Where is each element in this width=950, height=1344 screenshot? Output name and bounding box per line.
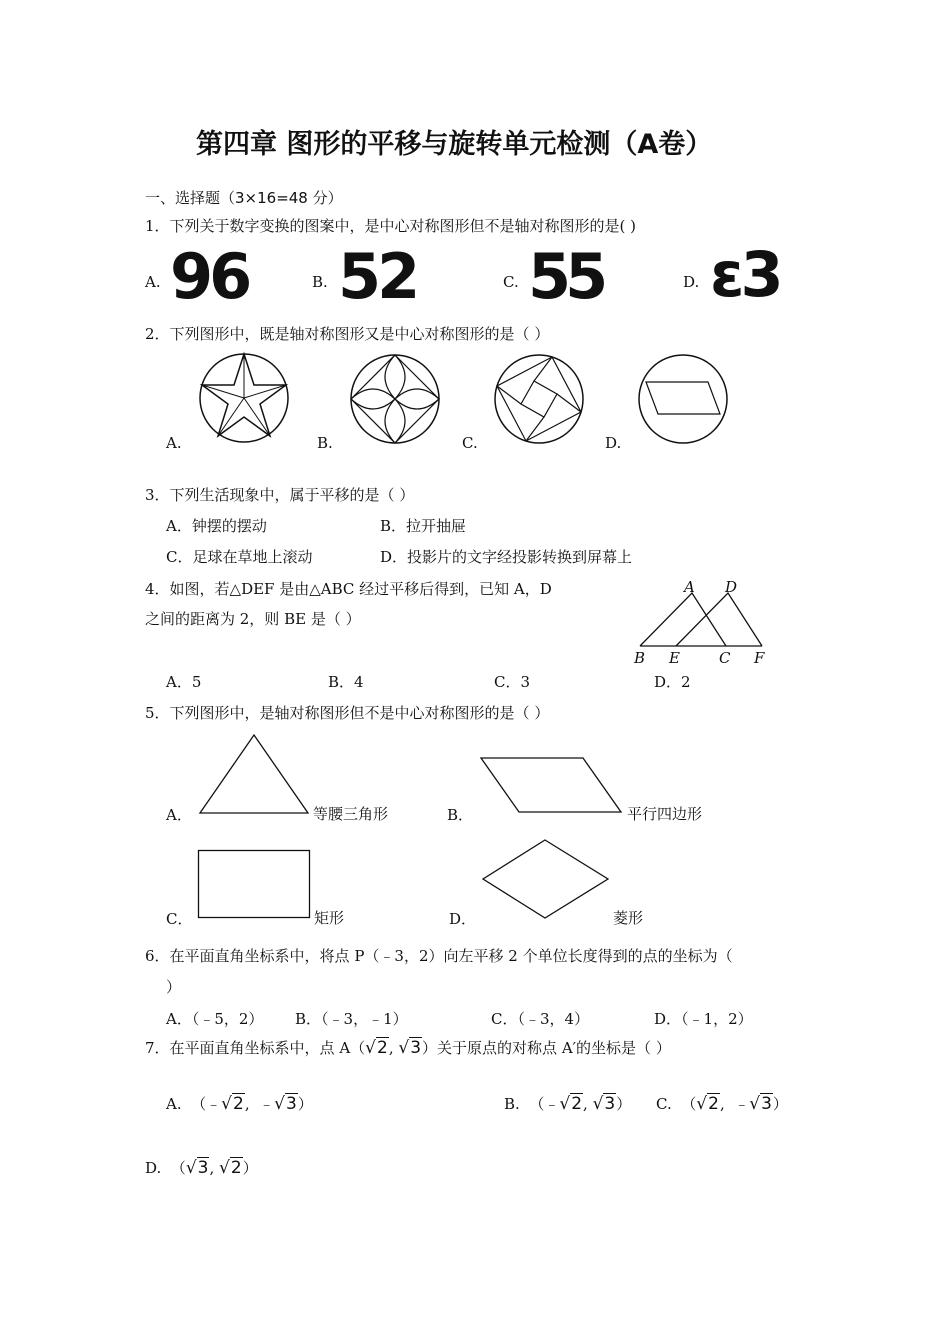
question-5-stem: 5．下列图形中，是轴对称图形但不是中心对称图形的是（ ）: [145, 704, 550, 722]
q1-glyph-d: ε3: [710, 238, 780, 311]
q1-label-d: D.: [683, 273, 700, 291]
q4-option-b: B．4: [328, 673, 364, 691]
q5-name-a: 等腰三角形: [313, 805, 389, 823]
question-2-stem: 2．下列图形中，既是轴对称图形又是中心对称图形的是（ ）: [145, 325, 550, 343]
q5-figure-parallelogram: [479, 756, 624, 814]
q5-figure-rectangle: [197, 849, 312, 920]
q5-name-c: 矩形: [314, 909, 345, 927]
q6-option-a: A．（﹣5，2）: [166, 1010, 264, 1028]
q1-glyph-c: 55: [528, 240, 603, 313]
q4-label-b: B: [634, 649, 646, 667]
q2-figure-c-squares-in-circle: [494, 354, 584, 444]
q3-option-a: A．钟摆的摆动: [166, 517, 267, 535]
q2-label-c: C.: [462, 434, 478, 452]
q5-figure-rhombus: [481, 838, 610, 920]
q4-option-c: C．3: [494, 673, 531, 691]
q7-option-b: B. （﹣√2, √3）: [504, 1094, 632, 1114]
question-4-stem-line1: 4．如图，若△DEF 是由△ABC 经过平移后得到，已知 A，D: [145, 580, 552, 598]
q2-label-d: D.: [605, 434, 622, 452]
sqrt3-a: √3: [398, 1038, 422, 1058]
q4-label-d: D: [725, 578, 738, 596]
q2-figure-d-parallelogram-in-circle: [638, 354, 728, 444]
q6-option-b: B．（﹣3，﹣1）: [295, 1010, 408, 1028]
q5-label-c: C．: [166, 910, 193, 928]
q1-label-a: A.: [145, 273, 161, 291]
q3-option-c: C．足球在草地上滚动: [166, 548, 313, 566]
question-6-stem-line1: 6．在平面直角坐标系中，将点 P（﹣3，2）向左平移 2 个单位长度得到的点的坐标为（: [145, 947, 733, 965]
q4-label-a: A: [684, 578, 695, 596]
q5-label-a: A．: [166, 806, 192, 824]
q4-option-a: A．5: [166, 673, 202, 691]
question-4-stem-line2: 之间的距离为 2，则 BE 是（ ）: [145, 610, 361, 628]
q1-glyph-a: 96: [170, 240, 249, 313]
q1-label-b: B.: [312, 273, 328, 291]
q6-option-c: C．（﹣3，4）: [491, 1010, 590, 1028]
q2-label-b: B.: [317, 434, 333, 452]
q7-option-c: C. （√2, ﹣√3）: [656, 1094, 788, 1114]
q5-name-b: 平行四边形: [627, 805, 703, 823]
q3-option-b: B．拉开抽屉: [380, 517, 467, 535]
page-title: 第四章 图形的平移与旋转单元检测（A卷）: [196, 129, 713, 160]
q4-label-e: E: [669, 649, 680, 667]
q3-option-d: D．投影片的文字经投影转换到屏幕上: [380, 548, 633, 566]
q2-figure-a-star-in-circle: [198, 352, 290, 444]
q5-name-d: 菱形: [613, 909, 644, 927]
q4-option-d: D．2: [654, 673, 691, 691]
q4-label-c: C: [719, 649, 731, 667]
question-1-stem: 1．下列关于数字变换的图案中，是中心对称图形但不是轴对称图形的是( ): [145, 217, 637, 235]
question-6-stem-line2: ）: [166, 978, 182, 996]
question-3-stem: 3．下列生活现象中，属于平移的是（ ）: [145, 486, 415, 504]
q5-figure-isosceles-triangle: [198, 733, 310, 815]
q2-label-a: A.: [166, 434, 182, 452]
question-7-stem: 7．在平面直角坐标系中，点 A（√2, √3）关于原点的对称点 A′的坐标是（ ）: [145, 1038, 671, 1058]
section-heading: 一、选择题（3×16=48 分）: [145, 189, 343, 207]
q7-option-a: A. （﹣√2, ﹣√3）: [166, 1094, 313, 1114]
q1-label-c: C.: [503, 273, 519, 291]
q5-label-d: D．: [449, 910, 477, 928]
q7-stem-suffix: ）关于原点的对称点 A′的坐标是（ ）: [422, 1039, 671, 1057]
q1-glyph-b: 52: [338, 240, 417, 313]
q2-figure-b-petals-in-circle: [350, 354, 440, 444]
q7-stem-prefix: 7．在平面直角坐标系中，点 A（: [145, 1039, 366, 1057]
q4-label-f: F: [754, 649, 765, 667]
q7-option-d: D. （√3, √2）: [145, 1158, 258, 1178]
q5-label-b: B．: [447, 806, 474, 824]
sqrt2-a: √2: [365, 1038, 388, 1058]
q6-option-d: D．（﹣1，2）: [654, 1010, 753, 1028]
